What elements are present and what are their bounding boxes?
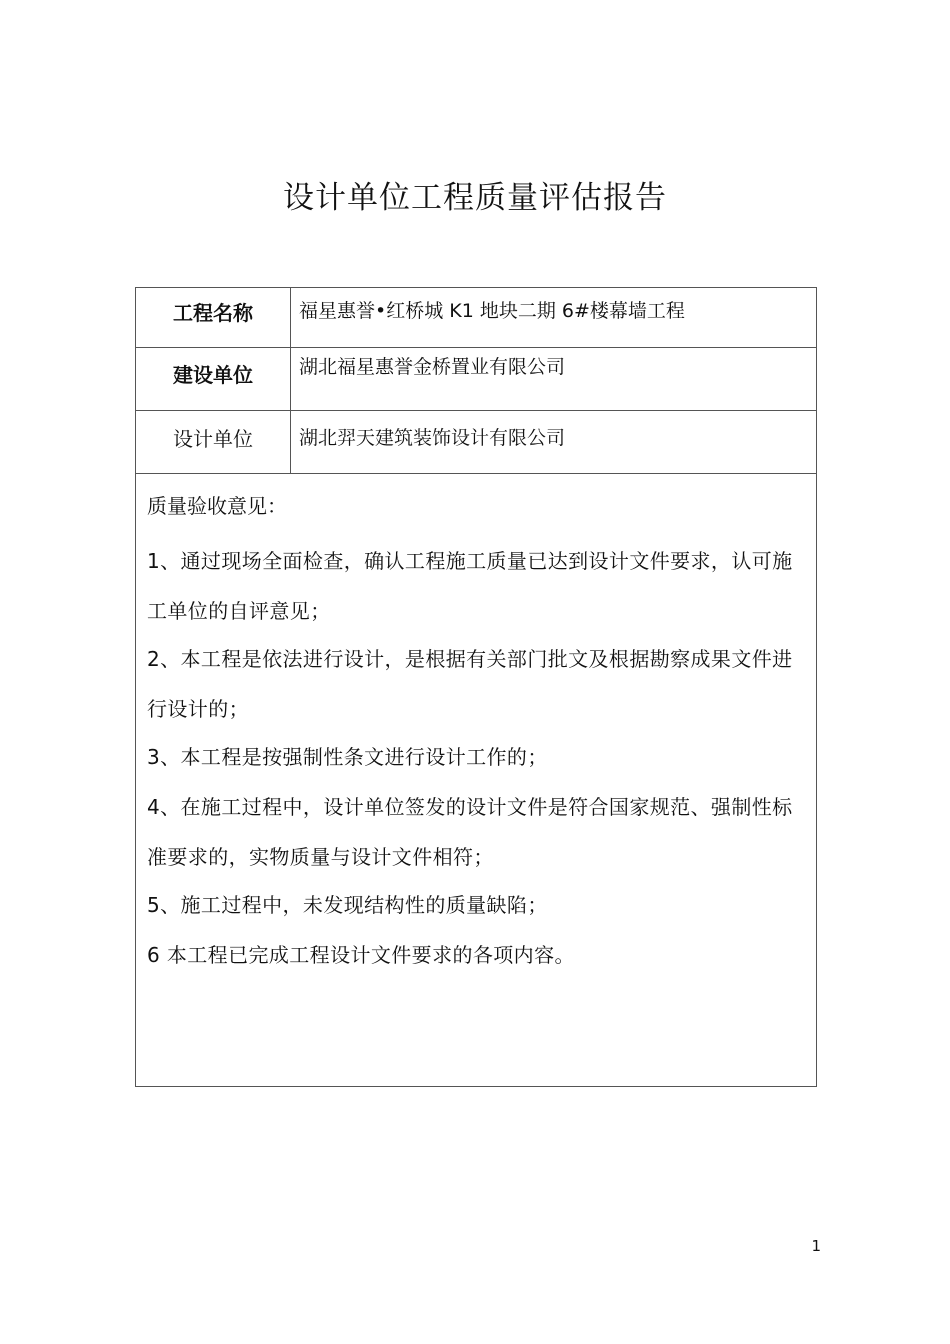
opinion-item: 6 本工程已完成工程设计文件要求的各项内容。: [147, 943, 575, 967]
field-label-design-unit: 设计单位: [136, 411, 291, 474]
page-number: 1: [811, 1237, 821, 1255]
page-title: 设计单位工程质量评估报告: [283, 180, 667, 216]
opinion-item: 5、施工过程中，未发现结构性的质量缺陷；: [147, 893, 548, 917]
table-row-opinion: [136, 474, 817, 1087]
table-row-project-name: [136, 288, 817, 348]
opinion-item: 1、通过现场全面检查，确认工程施工质量已达到设计文件要求，认可施工单位的自评意见；: [147, 549, 793, 623]
opinion-item: 2、本工程是依法进行设计，是根据有关部门批文及根据勘察成果文件进行设计的；: [147, 647, 793, 721]
field-label-construction-unit: 建设单位: [136, 348, 291, 411]
opinion-cell: [136, 474, 817, 1087]
opinion-heading: 质量验收意见：: [147, 494, 287, 518]
field-value-construction-unit: 湖北福星惠誉金桥置业有限公司: [291, 348, 817, 411]
field-value-design-unit: 湖北羿天建筑装饰设计有限公司: [291, 411, 817, 474]
table-row-design-unit: [136, 411, 817, 474]
opinion-item: 4、在施工过程中，设计单位签发的设计文件是符合国家规范、强制性标准要求的，实物质量与设计文件相符；: [147, 795, 793, 869]
field-value-project-name: 福星惠誉•红桥城 K1 地块二期 6#楼幕墙工程: [291, 288, 817, 348]
table-row-construction-unit: [136, 348, 817, 411]
report-table: [135, 287, 817, 1087]
field-label-project-name: 工程名称: [136, 288, 291, 348]
opinion-list: [147, 536, 806, 972]
opinion-item: 3、本工程是按强制性条文进行设计工作的；: [147, 745, 548, 769]
